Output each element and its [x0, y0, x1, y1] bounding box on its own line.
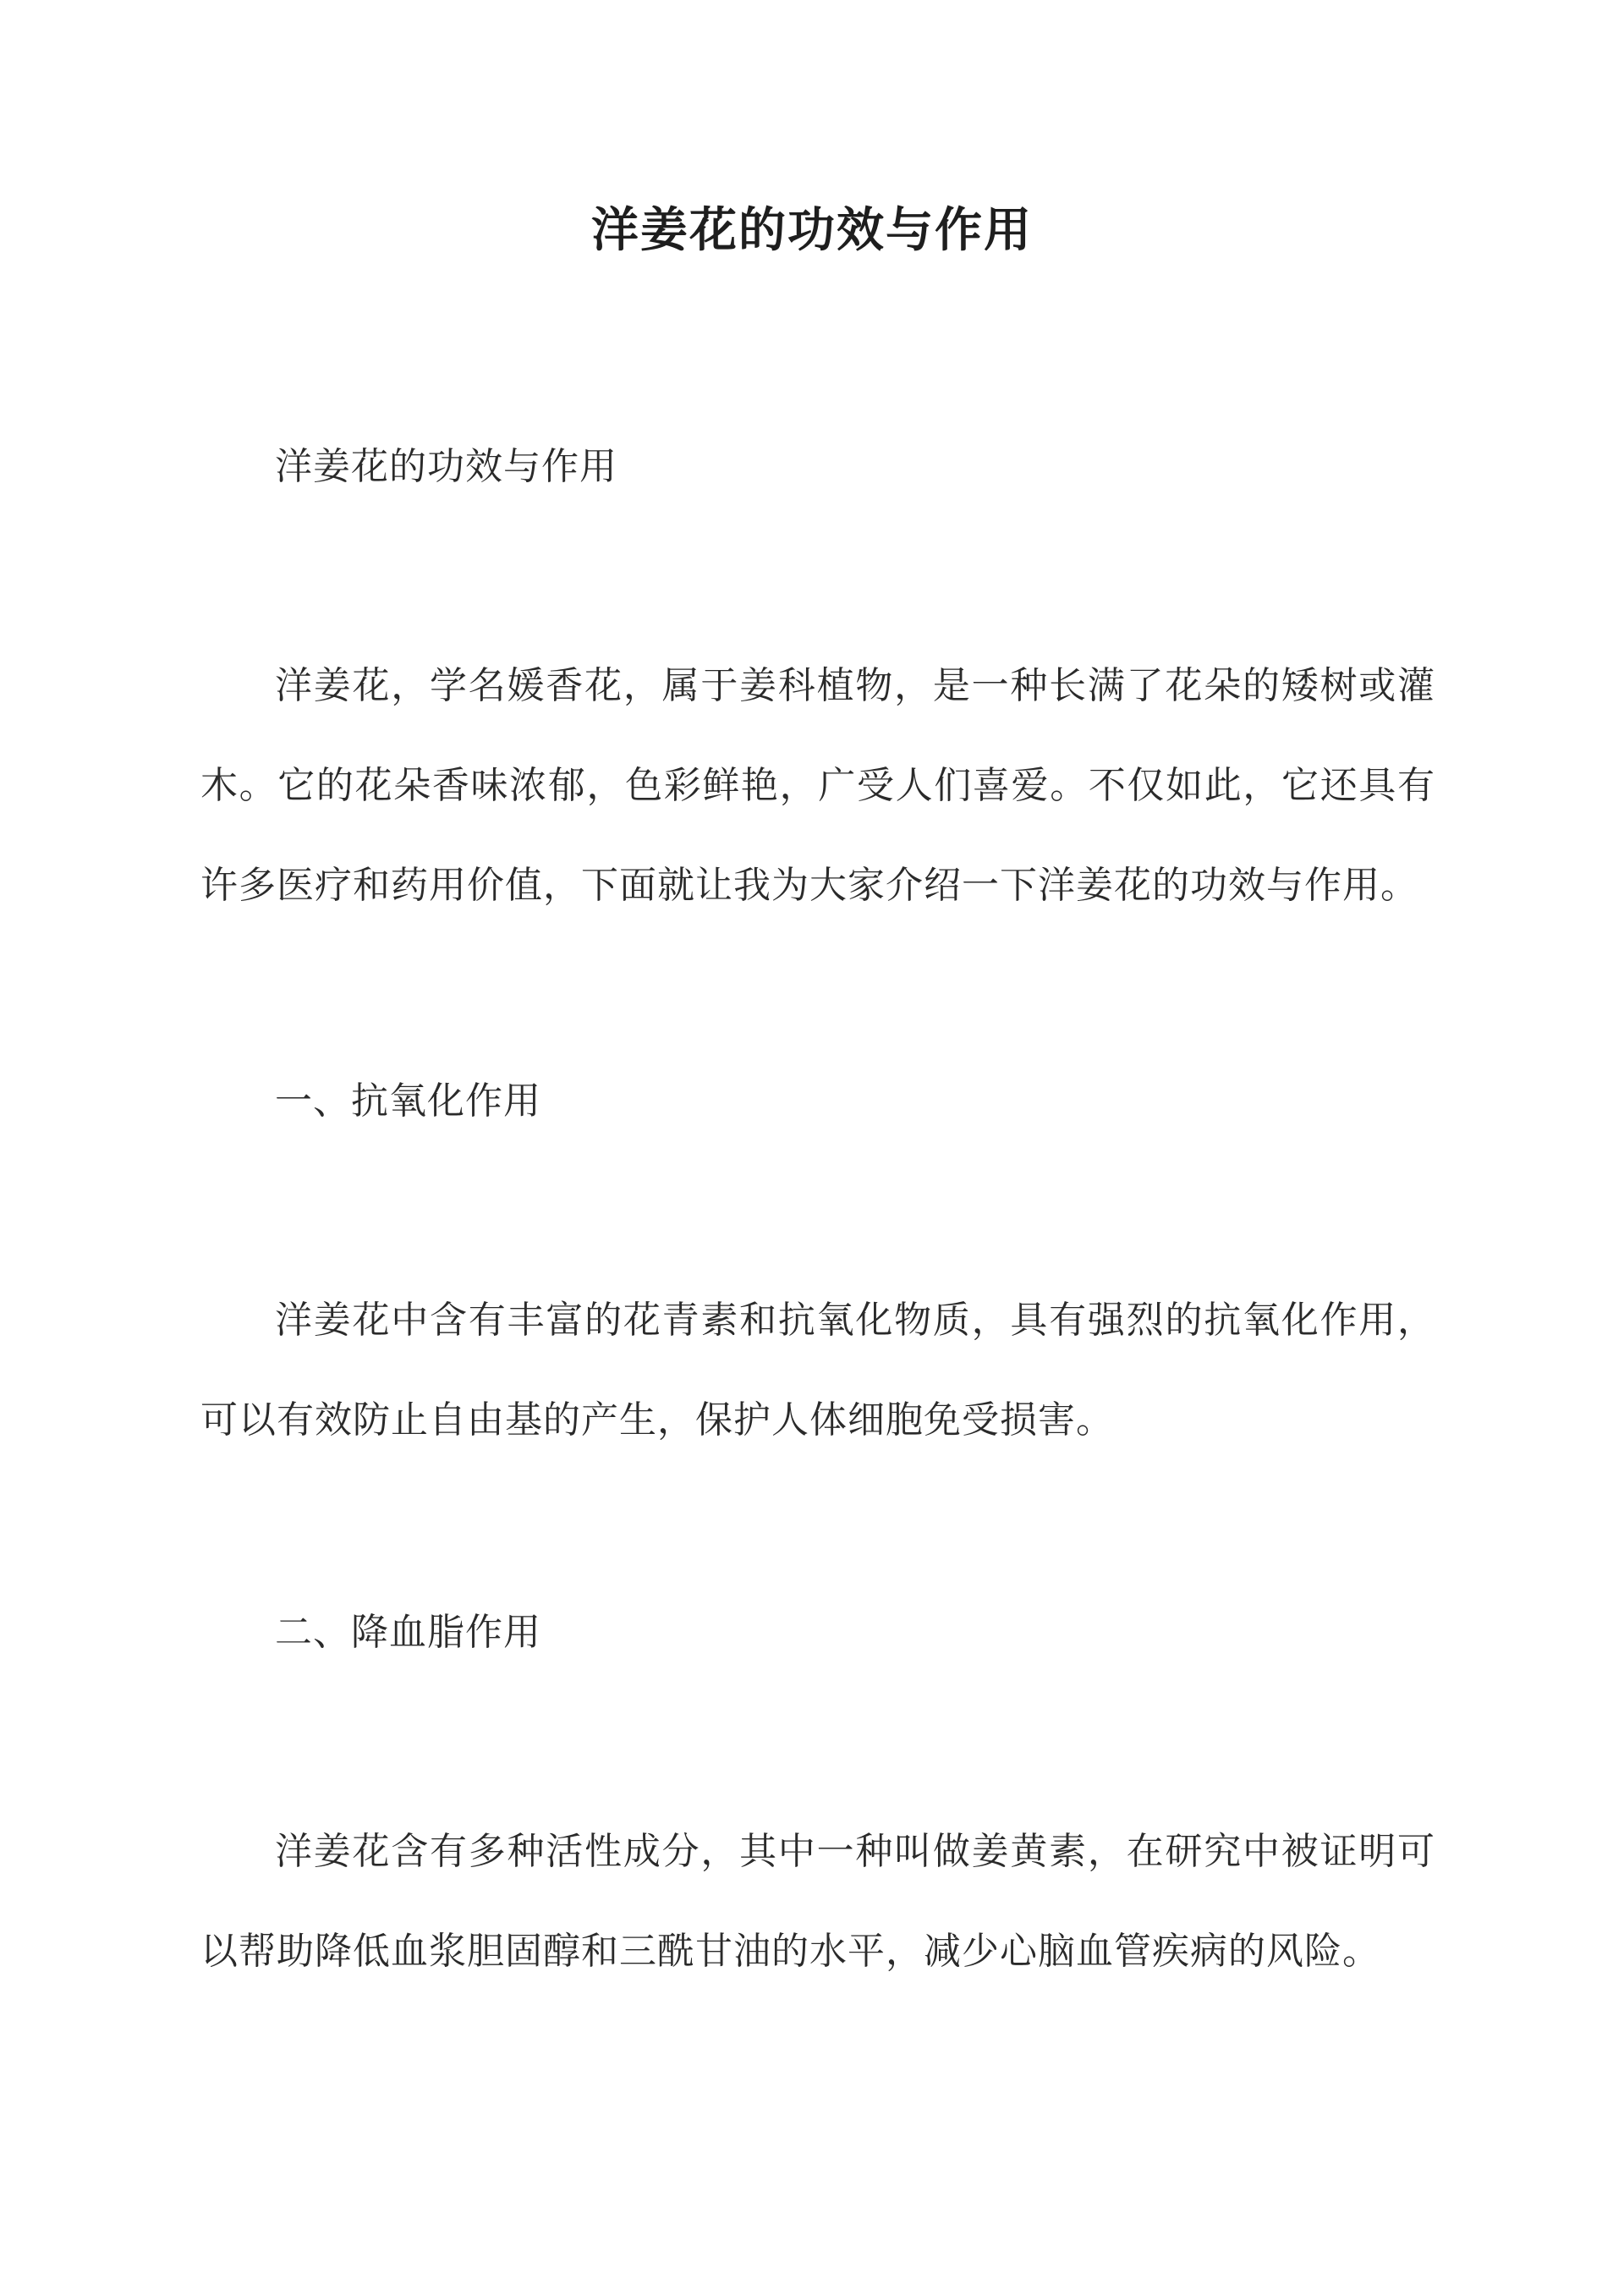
document-title: 洋姜花的功效与作用 [591, 202, 1033, 258]
intro-paragraph: 洋姜花，学名媛香花，属于姜科植物，是一种长满了花朵的矮树或灌木。它的花朵香味浓郁，色彩鲜艳，广受人们喜爱。不仅如此，它还具有许多医疗和药用价值，下面就让我为大家介绍一下洋姜花的功效与作用。 [200, 664, 1435, 907]
section-body-antioxidant: 洋姜花中含有丰富的花青素和抗氧化物质，具有强烈的抗氧化作用，可以有效防止自由基的产生，保护人体细胞免受损害。 [200, 1299, 1435, 1442]
document-subtitle: 洋姜花的功效与作用 [275, 445, 617, 488]
section-heading-lipid: 二、降血脂作用 [275, 1611, 541, 1654]
section-heading-antioxidant: 一、抗氧化作用 [275, 1079, 541, 1123]
section-body-lipid: 洋姜花含有多种活性成分，其中一种叫做姜黄素，在研究中被证明可以帮助降低血浆胆固醇和三酰甘油的水平，减少心脑血管疾病的风险。 [200, 1830, 1435, 1973]
